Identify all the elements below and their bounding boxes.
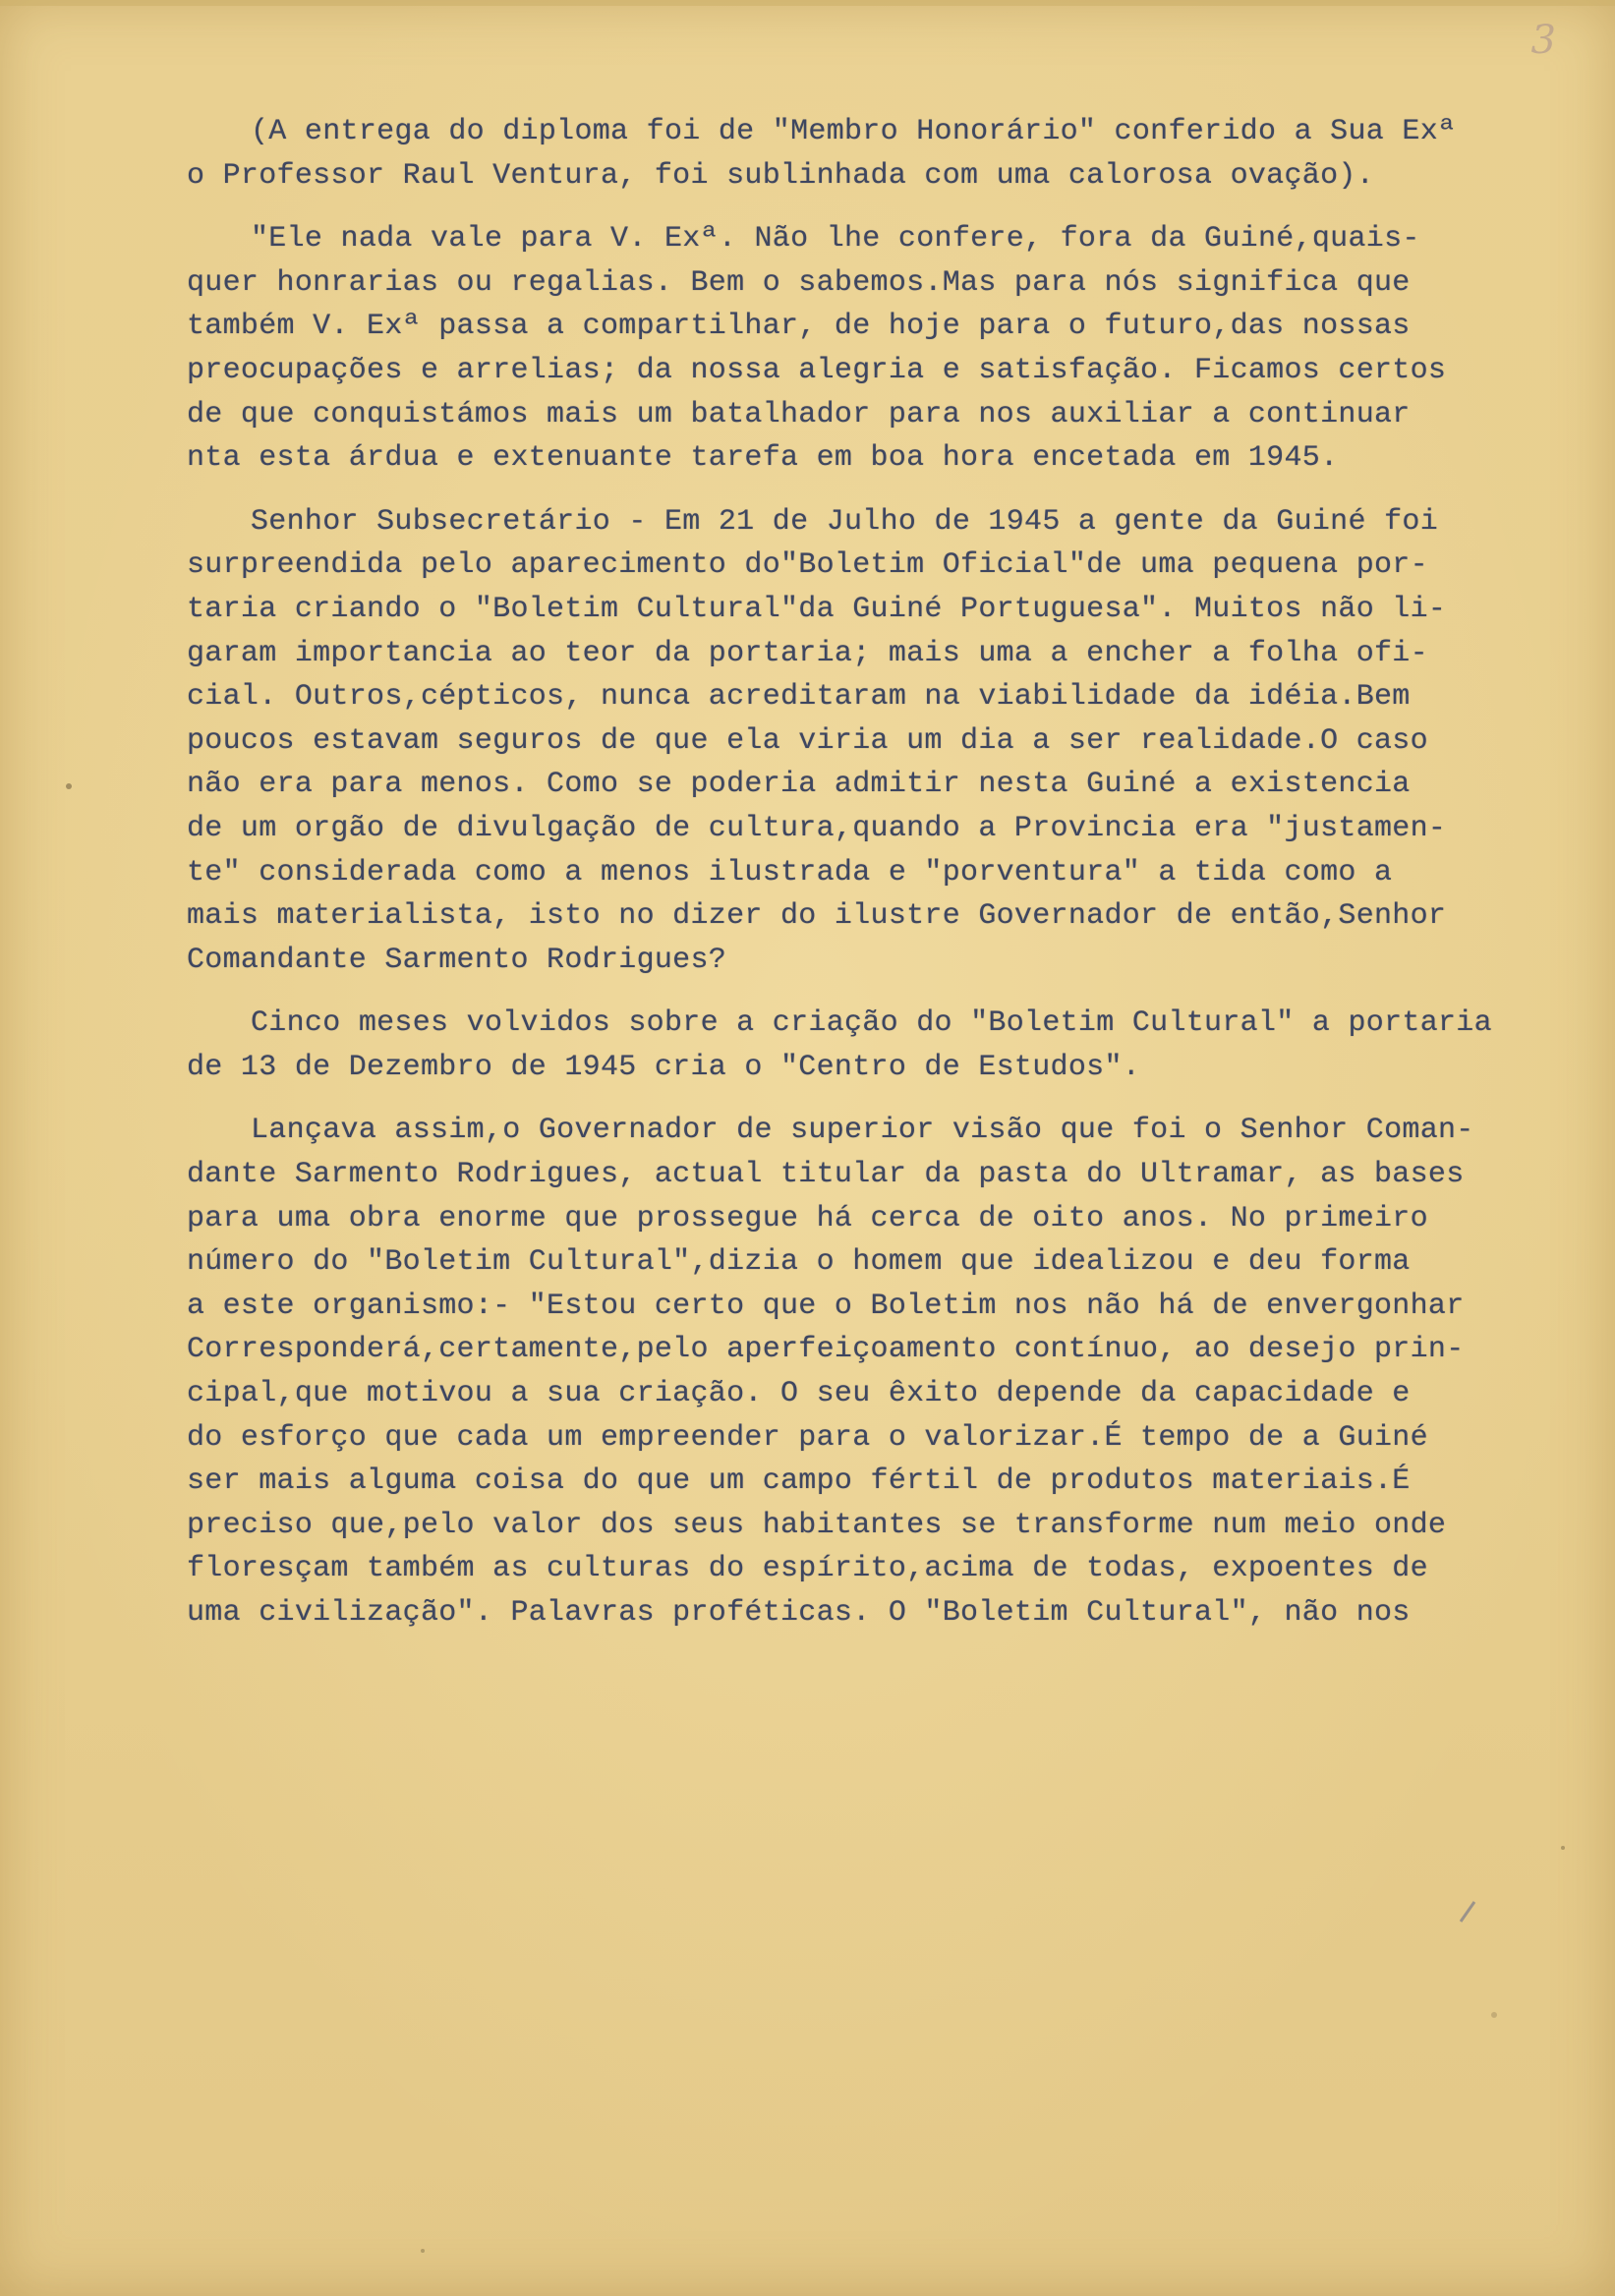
text-line: quer honrarias ou regalias. Bem o sabemos.Mas para nós significa que (187, 265, 1411, 300)
text-line: (A entrega do diploma foi de "Membro Honorário" conferido a Sua Exª (251, 115, 1457, 148)
text-line: não era para menos. Como se poderia admitir nesta Guiné a existencia (187, 768, 1411, 802)
text-line: a este organismo:- "Estou certo que o Boletim nos não há de envergonhar (187, 1289, 1465, 1323)
text-line: floresçam também as culturas do espírito,acima de todas, expoentes de (187, 1552, 1428, 1586)
text-line: te" considerada como a menos ilustrada e "porventura" a tida como a (187, 855, 1393, 890)
text-line: cial. Outros,cépticos, nunca acreditaram na viabilidade da idéia.Bem (187, 680, 1411, 715)
text-line: mais materialista, isto no dizer do ilustre Governador de então,Senhor (187, 899, 1447, 934)
text-line: de um orgão de divulgação de cultura,quando a Provincia era "justamen- (187, 811, 1447, 845)
text-line: Corresponderá,certamente,pelo aperfeiçoamento contínuo, ao desejo prin- (187, 1333, 1465, 1367)
text-line: o Professor Raul Ventura, foi sublinhada com uma calorosa ovação). (187, 158, 1374, 193)
paragraph (187, 217, 1583, 481)
text-line: Comandante Sarmento Rodrigues? (187, 943, 727, 977)
text-line: poucos estavam seguros de que ela viria um dia a ser realidade.O caso (187, 723, 1428, 758)
text-line: ser mais alguma coisa do que um campo fértil de produtos materiais.É (187, 1464, 1411, 1499)
text-line: uma civilização". Palavras proféticas. O "Boletim Cultural", não nos (187, 1596, 1411, 1630)
text-line: para uma obra enorme que prossegue há cerca de oito anos. No primeiro (187, 1201, 1428, 1235)
paragraph (187, 500, 1583, 983)
text-line: preocupações e arrelias; da nossa alegria e satisfação. Ficamos certos (187, 353, 1447, 387)
text-line: garam importancia ao teor da portaria; mais uma a encher a folha ofi- (187, 636, 1428, 670)
paragraph (187, 1109, 1583, 1635)
text-line: de que conquistámos mais um batalhador para nos auxiliar a continuar (187, 397, 1411, 431)
text-line: de 13 de Dezembro de 1945 cria o "Centro de Estudos". (187, 1050, 1141, 1084)
page-number: 3 (1530, 18, 1556, 63)
paragraph (187, 110, 1583, 198)
text-line: número do "Boletim Cultural",dizia o homem que idealizou e deu forma (187, 1245, 1411, 1280)
text-line: Senhor Subsecretário - Em 21 de Julho de 1945 a gente da Guiné foi (251, 504, 1438, 539)
text-line: Cinco meses volvidos sobre a criação do "Boletim Cultural" a portaria (251, 1006, 1492, 1041)
text-line: surpreendida pelo aparecimento do"Boletim Oficial"de uma pequena por- (187, 548, 1428, 583)
text-line: dante Sarmento Rodrigues, actual titular da pasta do Ultramar, as bases (187, 1158, 1465, 1192)
text-line: Lançava assim,o Governador de superior visão que foi o Senhor Coman- (251, 1114, 1474, 1148)
text-line: também V. Exª passa a compartilhar, de hoje para o futuro,das nossas (187, 310, 1411, 344)
typewritten-text (187, 110, 1583, 1655)
text-line: do esforço que cada um empreender para o valorizar.É tempo de a Guiné (187, 1420, 1428, 1455)
text-line: taria criando o "Boletim Cultural"da Guiné Portuguesa". Muitos não li- (187, 592, 1447, 626)
text-line: "Ele nada vale para V. Exª. Não lhe confere, fora da Guiné,quais- (251, 222, 1420, 257)
text-line: cipal,que motivou a sua criação. O seu êxito depende da capacidade e (187, 1377, 1411, 1411)
text-line: nta esta árdua e extenuante tarefa em boa hora encetada em 1945. (187, 441, 1339, 476)
paragraph (187, 1002, 1583, 1089)
text-line: preciso que,pelo valor dos seus habitantes se transforme num meio onde (187, 1508, 1447, 1542)
